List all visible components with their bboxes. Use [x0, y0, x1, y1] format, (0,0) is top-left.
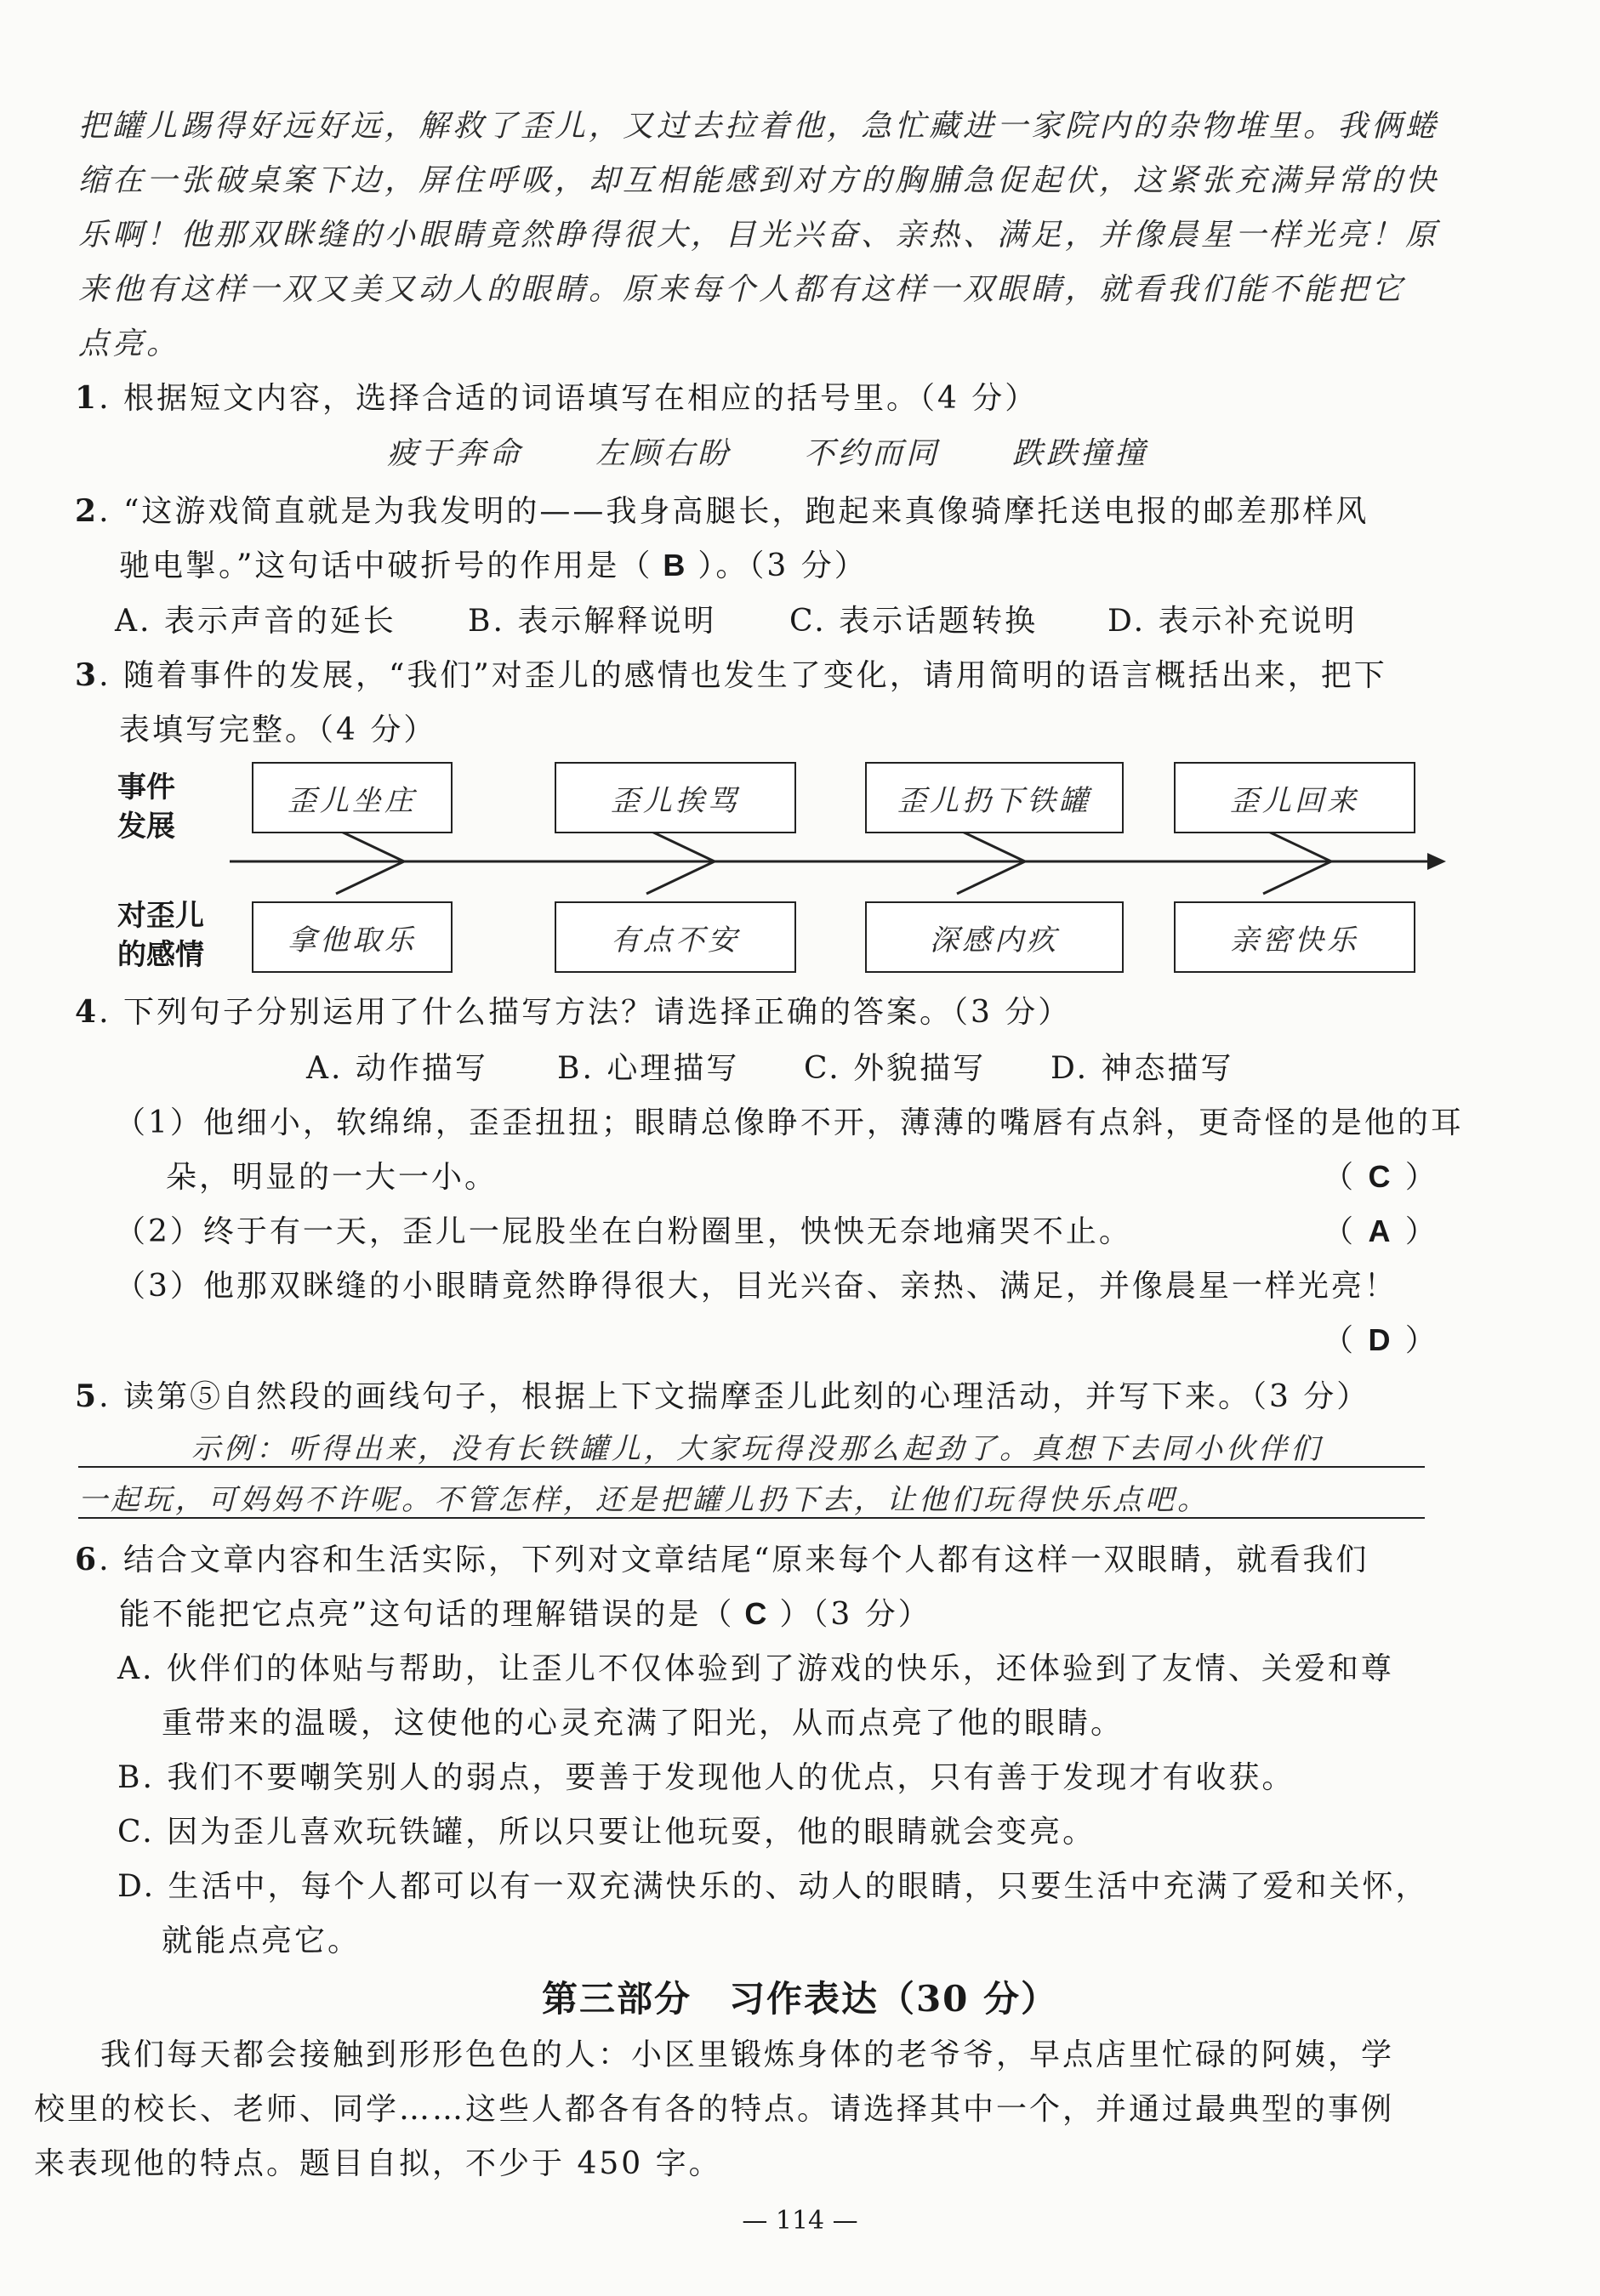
handwritten-answer: 一起玩，可妈妈不许呢。不管怎样，还是把罐儿扔下去，让他们玩得快乐点吧。	[78, 1483, 1210, 1517]
question-text: . 结合文章内容和生活实际，下列对文章结尾“原来每个人都有这样一双眼睛，就看我们	[99, 1543, 1369, 1577]
question-number: 5	[75, 1378, 100, 1414]
question-text: . 下列句子分别运用了什么描写方法？请选择正确的答案。（3 分）	[99, 995, 1072, 1030]
option-b: B. 心理描写	[557, 1051, 740, 1086]
section-title: 第三部分 习作表达（30 分）	[541, 1978, 1059, 2020]
question-text: 能不能把它点亮”这句话的理解错误的是（	[119, 1597, 735, 1632]
answer-mark: C	[1368, 1159, 1393, 1194]
event-box: 歪儿扔下铁罐	[865, 762, 1124, 833]
word-choice: 疲于奔命	[387, 436, 524, 471]
passage-line: 来他有这样一双又美又动人的眼睛。原来每个人都有这样一双眼睛，就看我们能不能把它	[78, 272, 1406, 307]
option-d: D. 神态描写	[1051, 1051, 1234, 1086]
word-choice: 跌跌撞撞	[1012, 436, 1149, 471]
question-number: 2	[75, 493, 100, 529]
feeling-box: 有点不安	[555, 901, 796, 973]
answer-paren: （ C ）	[1323, 1159, 1438, 1195]
question-text: 表填写完整。（4 分）	[119, 713, 437, 747]
answer-mark: D	[1368, 1322, 1393, 1357]
passage-line: 把罐儿踢得好远好远，解救了歪儿，又过去拉着他，急忙藏进一家院内的杂物堆里。我俩蜷	[78, 109, 1440, 144]
answer-paren: （ D ）	[1323, 1322, 1438, 1358]
prompt-line: 来表现他的特点。题目自拟，不少于 450 字。	[34, 2146, 722, 2181]
answer-mark: A	[1368, 1213, 1393, 1248]
row-label-events: 事件	[117, 770, 175, 804]
row-label-feelings: 的感情	[117, 938, 204, 972]
option-c: C. 表示话题转换	[789, 604, 1039, 639]
question-text: . 读第⑤自然段的画线句子，根据上下文揣摩歪儿此刻的心理活动，并写下来。（3 分）	[99, 1379, 1370, 1414]
question-text: . 随着事件的发展，“我们”对歪儿的感情也发生了变化，请用简明的语言概括出来，把下	[99, 658, 1387, 693]
option-a: 重带来的温暖，这使他的心灵充满了阳光，从而点亮了他的眼睛。	[162, 1706, 1125, 1741]
feeling-box: 亲密快乐	[1174, 901, 1415, 973]
question-text: . “这游戏简直就是为我发明的——我身高腿长，跑起来真像骑摩托送电报的邮差那样风	[99, 494, 1369, 529]
answer-paren: （ A ）	[1323, 1213, 1438, 1249]
option-c: C. 外貌描写	[804, 1051, 987, 1086]
passage-line: 缩在一张破桌案下边，屏住呼吸，却互相能感到对方的胸脯急促起伏，这紧张充满异常的快	[78, 163, 1440, 198]
answer-underline	[78, 1466, 1425, 1468]
row-label-feelings: 对歪儿	[117, 899, 204, 933]
answer-underline	[78, 1517, 1425, 1519]
handwritten-answer: 示例：听得出来，没有长铁罐儿，大家玩得没那么起劲了。真想下去同小伙伴们	[191, 1432, 1323, 1466]
question-text: ）（3 分）	[779, 1597, 931, 1632]
option-b: B. 表示解释说明	[468, 604, 717, 639]
word-choice: 不约而同	[804, 436, 941, 471]
sentence-1: （1）他细小，软绵绵，歪歪扭扭；眼睛总像睁不开，薄薄的嘴唇有点斜，更奇怪的是他的耳	[115, 1105, 1464, 1140]
page-number: — 114 —	[742, 2206, 858, 2236]
passage-line: 点亮。	[78, 327, 181, 361]
question-number: 6	[75, 1542, 100, 1577]
question-number: 4	[75, 994, 100, 1030]
answer-mark: B	[663, 548, 688, 583]
event-box: 歪儿挨骂	[555, 762, 796, 833]
option-c: C. 因为歪儿喜欢玩铁罐，所以只要让他玩耍，他的眼睛就会变亮。	[117, 1815, 1096, 1850]
feeling-box: 深感内疚	[865, 901, 1124, 973]
event-box: 歪儿回来	[1174, 762, 1415, 833]
event-box: 歪儿坐庄	[252, 762, 453, 833]
option-a: A. 伙伴们的体贴与帮助，让歪儿不仅体验到了游戏的快乐，还体验到了友情、关爱和尊	[117, 1651, 1394, 1686]
sentence-3: （3）他那双眯缝的小眼睛竟然睁得很大，目光兴奋、亲热、满足，并像晨星一样光亮！	[115, 1269, 1398, 1304]
option-d: 就能点亮它。	[162, 1924, 362, 1958]
option-d: D. 表示补充说明	[1107, 604, 1358, 639]
prompt-line: 我们每天都会接触到形形色色的人：小区里锻炼身体的老爷爷，早点店里忙碌的阿姨，学	[100, 2037, 1395, 2072]
question-number: 1	[75, 380, 100, 416]
option-a: A. 动作描写	[306, 1051, 488, 1086]
option-b: B. 我们不要嘲笑别人的弱点，要善于发现他人的优点，只有善于发现才有收获。	[117, 1760, 1295, 1795]
sentence-2: （2）终于有一天，歪儿一屁股坐在白粉圈里，怏怏无奈地痛哭不止。	[115, 1214, 1132, 1249]
question-text: ）。（3 分）	[698, 548, 868, 583]
sentence-1: 朵，明显的一大一小。	[166, 1160, 498, 1195]
answer-mark: C	[744, 1596, 770, 1631]
passage-line: 乐啊！他那双眯缝的小眼睛竟然睁得很大，目光兴奋、亲热、满足，并像晨星一样光亮！原	[78, 218, 1440, 253]
row-label-events: 发展	[117, 810, 175, 844]
prompt-line: 校里的校长、老师、同学……这些人都各有各的特点。请选择其中一个，并通过最典型的事例	[34, 2092, 1395, 2127]
word-choice: 左顾右盼	[595, 436, 732, 471]
question-number: 3	[75, 657, 100, 693]
option-d: D. 生活中，每个人都可以有一双充满快乐的、动人的眼睛，只要生活中充满了爱和关怀，	[117, 1869, 1429, 1904]
question-text: . 根据短文内容，选择合适的词语填写在相应的括号里。（4 分）	[99, 381, 1039, 416]
feeling-box: 拿他取乐	[252, 901, 453, 973]
option-a: A. 表示声音的延长	[115, 604, 396, 639]
question-text: 驰电掣。”这句话中破折号的作用是（	[119, 548, 653, 583]
